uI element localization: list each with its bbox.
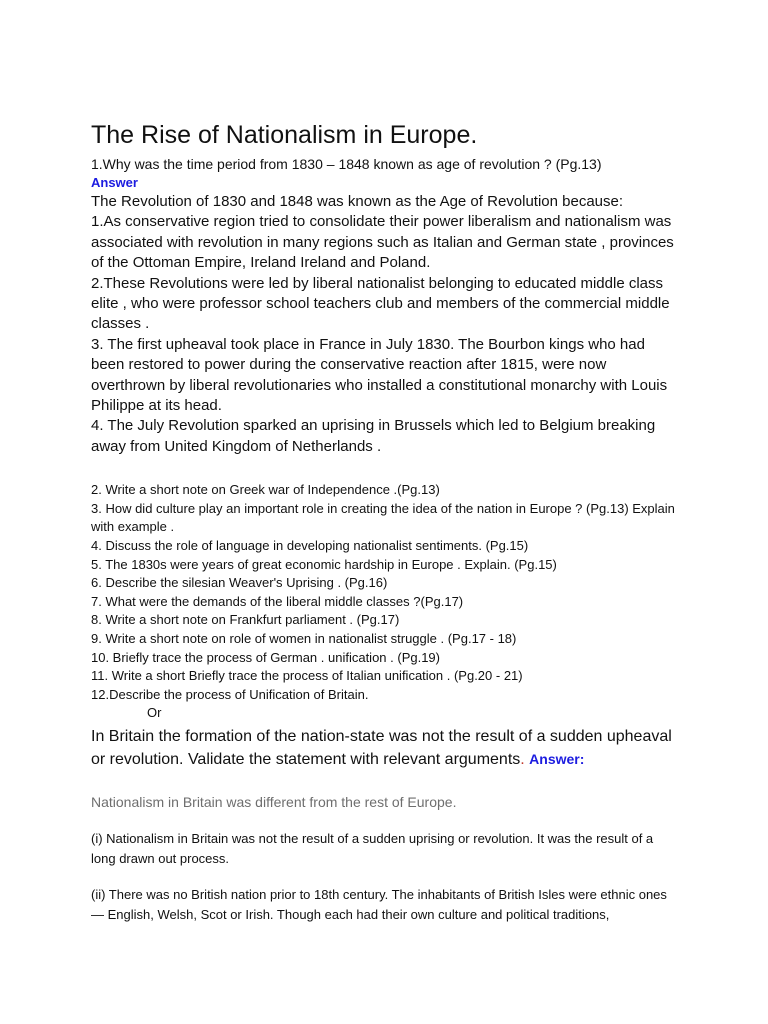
list-item: 2. Write a short note on Greek war of Independence .(Pg.13) xyxy=(91,482,440,498)
list-item: 11. Write a short Briefly trace the process of Italian unification . (Pg.20 - 21) xyxy=(91,668,523,684)
page-title: The Rise of Nationalism in Europe. xyxy=(91,121,478,149)
answer-1-body xyxy=(91,192,681,457)
britain-point: (ii) There was no British nation prior to 18th century. The inhabitants of British Isles were ethnic ones — English, Welsh, Scot or Irish. Though each had their own culture and political traditions, xyxy=(91,887,667,922)
question-list xyxy=(91,481,681,723)
list-item: 4. Discuss the role of language in developing nationalist sentiments. (Pg.15) xyxy=(91,538,529,554)
list-item: 9. Write a short note on role of women in nationalist struggle . (Pg.17 - 18) xyxy=(91,631,517,647)
answer-1-point: 1.As conservative region tried to consolidate their power liberalism and nationalism was associated with revolution in many regions such as Italian and German state , provinces of the Ottoman Empire, Ireland Ireland and Poland. xyxy=(91,213,674,272)
britain-intro: Nationalism in Britain was different from the rest of Europe. xyxy=(91,794,457,810)
list-item: 8. Write a short note on Frankfurt parliament . (Pg.17) xyxy=(91,612,400,628)
or-separator: Or xyxy=(147,705,162,721)
britain-question-dot: . xyxy=(520,751,525,768)
britain-point: (i) Nationalism in Britain was not the result of a sudden uprising or revolution. It was the result of a long drawn out process. xyxy=(91,831,654,866)
list-item: 12.Describe the process of Unification of Britain. xyxy=(91,686,369,702)
answer-1-point: 3. The first upheaval took place in France in July 1830. The Bourbon kings who had been restored to power during the conservative reaction after 1815, were now overthrown by liberal revolutionaries who installed a constitutional monarchy with Louis Philippe at its head. xyxy=(91,335,668,415)
britain-answer-label: Answer: xyxy=(529,751,585,767)
britain-question-text: In Britain the formation of the nation-state was not the result of a sudden upheaval or revolution. Validate the statement with relevant arguments xyxy=(91,728,672,768)
answer-1-intro: The Revolution of 1830 and 1848 was known as the Age of Revolution because: xyxy=(91,193,624,210)
spacer xyxy=(91,457,681,477)
list-item: 6. Describe the silesian Weaver's Uprising . (Pg.16) xyxy=(91,575,388,591)
document-content xyxy=(91,118,681,924)
answer-label: Answer xyxy=(91,175,138,190)
list-item: 3. How did culture play an important role in creating the idea of the nation in Europe ? (Pg.13) Explain with example . xyxy=(91,500,675,535)
answer-1-point: 2.These Revolutions were led by liberal nationalist belonging to educated middle class elite , who were professor school teachers club and members of the commercial middle classes . xyxy=(91,274,670,333)
list-item: 10. Briefly trace the process of German . unification . (Pg.19) xyxy=(91,649,440,665)
list-item: 5. The 1830s were years of great economic hardship in Europe . Explain. (Pg.15) xyxy=(91,556,557,572)
britain-question xyxy=(91,726,681,771)
question-1: 1.Why was the time period from 1830 – 1848 known as age of revolution ? (Pg.13) xyxy=(91,156,602,172)
answer-1-point: 4. The July Revolution sparked an uprising in Brussels which led to Belgium breaking away from United Kingdom of Netherlands . xyxy=(91,417,656,455)
list-item: 7. What were the demands of the liberal middle classes ?(Pg.17) xyxy=(91,593,464,609)
